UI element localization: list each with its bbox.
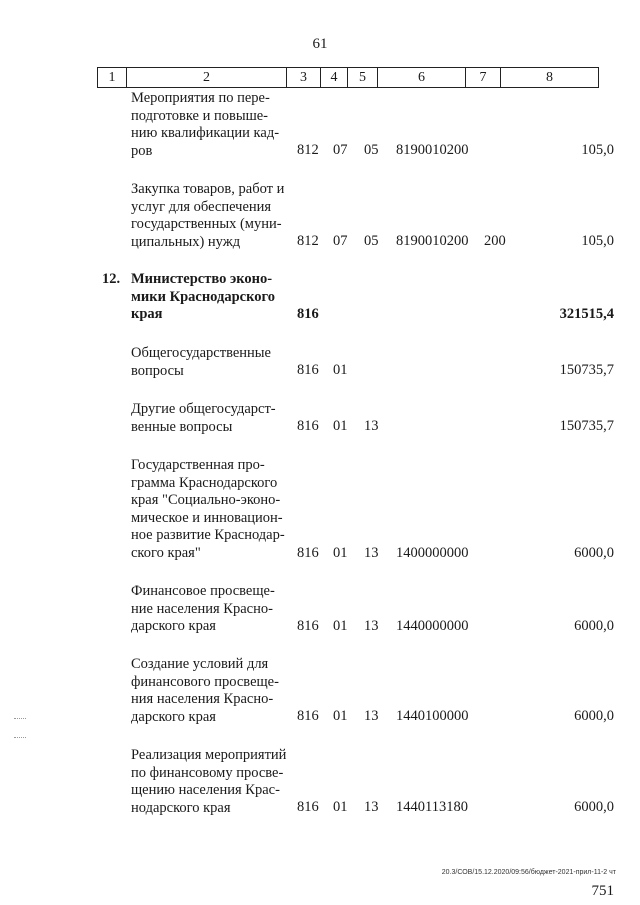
row-pr: 13 (364, 545, 379, 562)
document-code: 20.3/СОВ/15.12.2020/09:56/бюджет-2021-прил-11-2 чт (441, 869, 616, 876)
row-ved: 816 (297, 799, 319, 816)
row-amount: 6000,0 (574, 618, 614, 635)
column-header-1: 1 (98, 68, 127, 88)
column-header-6: 6 (378, 68, 466, 88)
row-vr: 200 (484, 233, 506, 250)
column-header-8: 8 (501, 68, 599, 88)
column-header-2: 2 (127, 68, 287, 88)
column-header-7: 7 (466, 68, 501, 88)
row-amount: 6000,0 (574, 545, 614, 562)
row-name: Создание условий для финансового просвеще- ния населения Красно- дарского края (131, 656, 279, 725)
row-csr: 1400000000 (396, 545, 469, 562)
row-rz: 01 (333, 708, 348, 725)
row-ved: 816 (297, 362, 319, 379)
row-csr: 8190010200 (396, 233, 469, 250)
row-csr: 1440113180 (396, 799, 468, 816)
row-ved: 816 (297, 708, 319, 725)
row-amount: 6000,0 (574, 799, 614, 816)
row-pr: 05 (364, 233, 379, 250)
row-number: 12. (102, 271, 121, 287)
column-header-3: 3 (287, 68, 321, 88)
column-header-4: 4 (321, 68, 348, 88)
row-pr: 13 (364, 418, 379, 435)
row-csr: 8190010200 (396, 142, 469, 159)
row-rz: 01 (333, 418, 348, 435)
row-rz: 07 (333, 233, 348, 250)
row-ved: 812 (297, 142, 319, 159)
footer-page-number: 751 (591, 883, 614, 899)
row-amount: 321515,4 (559, 306, 614, 323)
row-name: Министерство эконо- мики Краснодарского края (131, 271, 275, 323)
row-amount: 150735,7 (559, 418, 614, 435)
row-rz: 01 (333, 618, 348, 635)
row-ved: 812 (297, 233, 319, 250)
row-csr: 1440100000 (396, 708, 469, 725)
row-amount: 150735,7 (559, 362, 614, 379)
row-ved: 816 (297, 618, 319, 635)
row-name: Государственная про- грамма Краснодарского края "Социально-эконо- мическое и инновацион- ное развитие Краснодар- ского края" (131, 457, 285, 561)
row-ved: 816 (297, 418, 319, 435)
row-rz: 01 (333, 362, 348, 379)
row-pr: 13 (364, 799, 379, 816)
row-rz: 07 (333, 142, 348, 159)
row-pr: 13 (364, 708, 379, 725)
row-rz: 01 (333, 545, 348, 562)
scan-margin-mark (14, 718, 26, 719)
row-ved: 816 (297, 545, 319, 562)
row-pr: 13 (364, 618, 379, 635)
row-name: Другие общегосударст- венные вопросы (131, 401, 276, 435)
row-name: Финансовое просвеще- ние населения Красно- дарского края (131, 583, 275, 635)
row-amount: 105,0 (581, 142, 614, 159)
row-csr: 1440000000 (396, 618, 469, 635)
row-amount: 6000,0 (574, 708, 614, 725)
row-name: Общегосударственные вопросы (131, 345, 271, 379)
page-number: 61 (312, 36, 328, 52)
row-pr: 05 (364, 142, 379, 159)
row-name: Реализация мероприятий по финансовому просве- щению населения Крас- нодарского края (131, 747, 287, 816)
row-name: Мероприятия по пере- подготовке и повыше- нию квалификации кад- ров (131, 90, 280, 159)
scan-margin-mark (14, 737, 26, 738)
row-rz: 01 (333, 799, 348, 816)
row-amount: 105,0 (581, 233, 614, 250)
row-name: Закупка товаров, работ и услуг для обеспечения государственных (муни- ципальных) нужд (131, 181, 285, 250)
column-header-5: 5 (348, 68, 378, 88)
row-ved: 816 (297, 306, 319, 323)
